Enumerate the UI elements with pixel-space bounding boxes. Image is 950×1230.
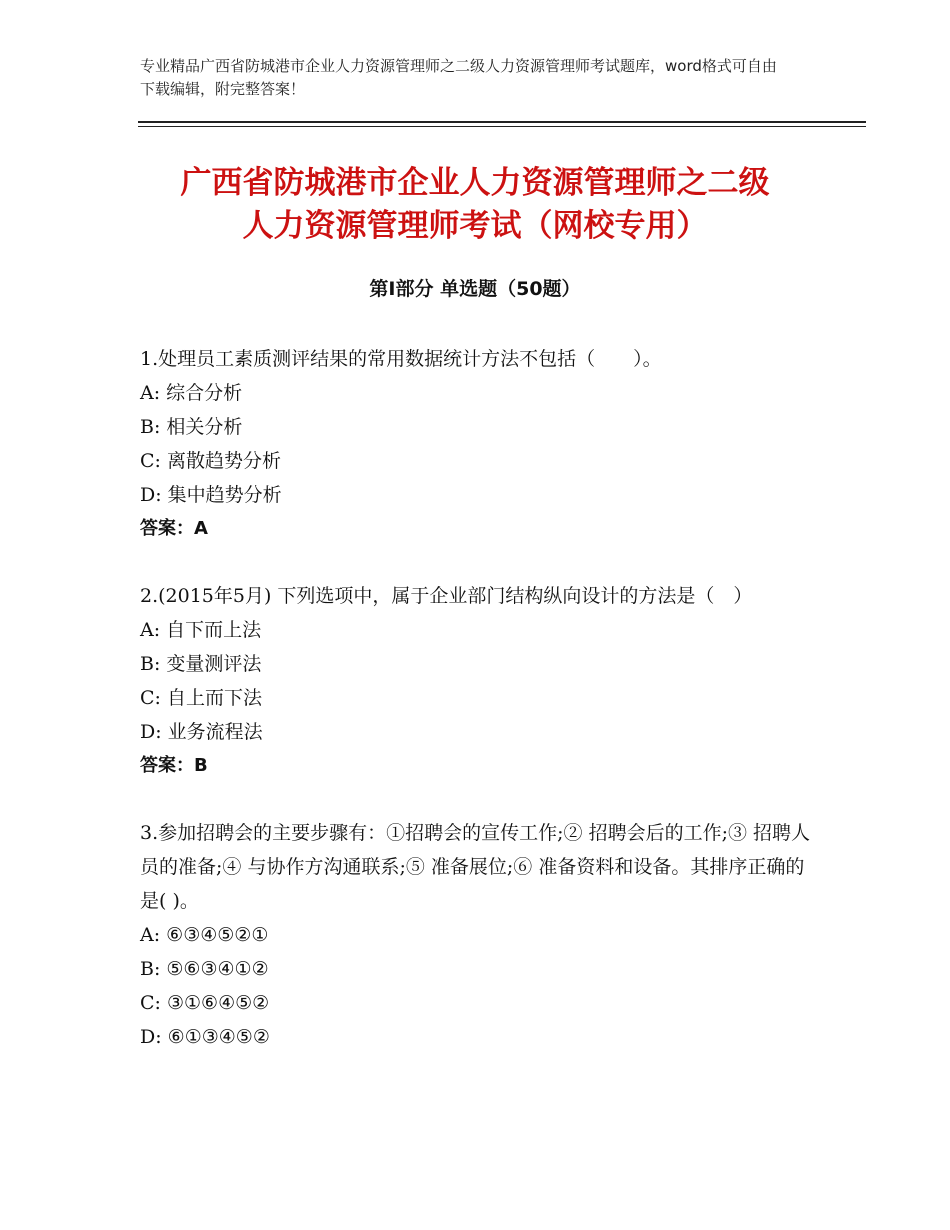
title-line-2: 人力资源管理师考试（网校专用） — [242, 208, 708, 244]
option-c: C: 自上而下法 — [140, 687, 262, 709]
option-b: B: ⑤⑥③④①② — [140, 958, 269, 980]
answer-line: 答案：A — [140, 518, 208, 539]
question-2 — [140, 579, 820, 783]
option-d: D: 业务流程法 — [140, 721, 263, 743]
option-c: C: 离散趋势分析 — [140, 450, 281, 472]
option-d: D: ⑥①③④⑤② — [140, 1026, 270, 1048]
question-stem: 1.处理员工素质测评结果的常用数据统计方法不包括（ ）。 — [140, 348, 662, 370]
title-line-1: 广西省防城港市企业人力资源管理师之二级 — [180, 165, 770, 201]
answer-line: 答案：B — [140, 755, 208, 776]
option-b: B: 变量测评法 — [140, 653, 262, 675]
question-list — [140, 342, 820, 1087]
option-b: B: 相关分析 — [140, 416, 243, 438]
option-c: C: ③①⑥④⑤② — [140, 992, 270, 1014]
option-a: A: ⑥③④⑤②① — [140, 924, 269, 946]
question-1 — [140, 342, 820, 546]
option-a: A: 自下而上法 — [140, 619, 262, 641]
option-d: D: 集中趋势分析 — [140, 484, 282, 506]
header-divider-thin — [138, 126, 866, 127]
question-stem: 3.参加招聘会的主要步骤有：①招聘会的宣传工作;② 招聘会后的工作;③ 招聘人员的准备;④ 与协作方沟通联系;⑤ 准备展位;⑥ 准备资料和设备。其排序正确的是( )。 — [140, 822, 811, 912]
document-title — [60, 162, 890, 248]
option-a: A: 综合分析 — [140, 382, 243, 404]
header-divider-thick — [138, 121, 866, 123]
question-3 — [140, 816, 820, 1054]
question-stem: 2.(2015年5月) 下列选项中，属于企业部门结构纵向设计的方法是（ ） — [140, 585, 753, 607]
section-title: 第Ⅰ部分 单选题（50题） — [369, 278, 581, 300]
header-note: 专业精品广西省防城港市企业人力资源管理师之二级人力资源管理师考试题库，word格式可自由下载编辑，附完整答案！ — [140, 57, 777, 98]
